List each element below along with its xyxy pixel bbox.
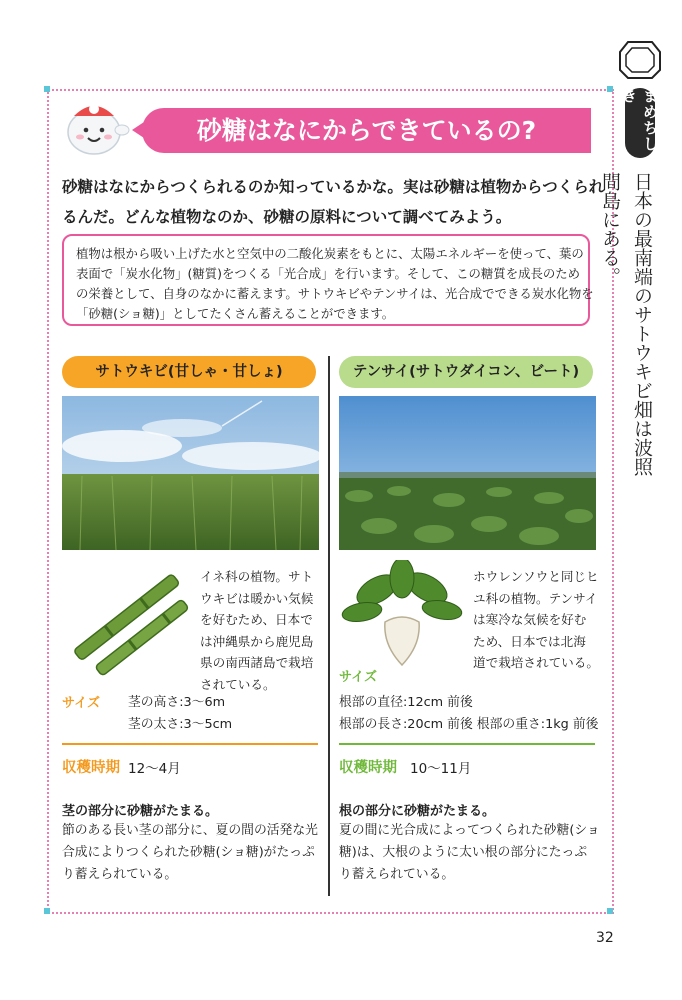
sugarcane-field-photo bbox=[62, 396, 319, 550]
sugarbeet-harvest-label: 収穫時期 bbox=[339, 760, 397, 776]
desc-line: イネ科の植物。サト bbox=[200, 569, 314, 584]
desc-line: を好むため、日本で bbox=[200, 612, 313, 627]
info-line: 「砂糖(ショ糖)」としてたくさん蓄えることができます。 bbox=[76, 306, 395, 321]
sugarbeet-size-diameter: 根部の直径:12cm 前後 bbox=[339, 695, 473, 710]
desc-line: ため、日本では北海 bbox=[473, 633, 586, 649]
subtext-line: 夏の間に光合成によってつくられた砂糖(ショ bbox=[339, 823, 600, 838]
page-title: 砂糖はなにからできているの? bbox=[196, 116, 537, 145]
info-line: の栄養として、自身のなかに蓄えます。サトウキビやテンサイは、光合成でできる炭水化物を bbox=[76, 286, 594, 301]
sugarbeet-field-photo bbox=[339, 396, 596, 550]
side-trivia-text: 日本の最南端のサトウキビ畑は波照間島にある。 bbox=[599, 172, 653, 476]
desc-line: されている。 bbox=[200, 676, 276, 692]
sugarcane-harvest-label: 収穫時期 bbox=[62, 760, 120, 776]
desc-line: 県の南西諸島で栽培 bbox=[200, 655, 314, 670]
sugarbeet-size-length-weight: 根部の長さ:20cm 前後 根部の重さ:1kg 前後 bbox=[339, 717, 599, 732]
mascot-icon bbox=[60, 96, 134, 158]
sugarcane-size-height: 茎の高さ:3～6m bbox=[128, 695, 226, 710]
sugarcane-harvest-value: 12～4月 bbox=[128, 761, 181, 777]
sugarcane-heading: サトウキビ(甘しゃ・甘しょ) bbox=[62, 356, 316, 388]
subtext-line: 節のある長い茎の部分に、夏の間の活発な光 bbox=[62, 823, 318, 838]
intro-line: 砂糖はなにからつくられるのか知っているかな。実は砂糖は植物からつくられ bbox=[62, 178, 605, 196]
section-rule bbox=[339, 743, 595, 745]
info-box bbox=[62, 234, 594, 326]
sugarcane-subtext bbox=[62, 820, 318, 886]
sugarcane-size-label: サイズ bbox=[62, 696, 100, 711]
column-divider bbox=[328, 356, 330, 896]
section-rule bbox=[62, 743, 318, 745]
subtext-line: 合成によりつくられた砂糖(ショ糖)がたっぷ bbox=[62, 845, 315, 860]
sugarbeet-heading: テンサイ(サトウダイコン、ビート) bbox=[339, 356, 593, 388]
desc-line: ホウレンソウと同じヒ bbox=[473, 569, 599, 584]
intro-text bbox=[62, 172, 605, 232]
sugarbeet-illustration bbox=[337, 560, 467, 670]
sugarbeet-description bbox=[473, 566, 599, 674]
desc-line: ウキビは暖かい気候 bbox=[200, 590, 314, 606]
desc-line: 道で栽培されている。 bbox=[473, 655, 599, 670]
desc-line: ユ科の植物。テンサイ bbox=[473, 590, 598, 606]
sugarbeet-size-label: サイズ bbox=[339, 670, 377, 685]
sugarcane-size-width: 茎の太さ:3～5cm bbox=[128, 717, 233, 732]
subtext-line: り蓄えられている。 bbox=[339, 867, 455, 882]
subtext-line: り蓄えられている。 bbox=[62, 867, 178, 882]
gem-icon bbox=[618, 38, 662, 82]
desc-line: は沖縄県から鹿児島 bbox=[200, 633, 314, 649]
subtext-line: 糖)は、大根のように太い根の部分にたっぷ bbox=[339, 845, 588, 860]
mamechishiki-tag: まめちしき bbox=[625, 88, 655, 158]
sugarbeet-harvest-value: 10～11月 bbox=[410, 761, 472, 777]
page-number: 32 bbox=[596, 930, 614, 946]
sugarcane-stalk-illustration bbox=[62, 562, 197, 680]
intro-line: るんだ。どんな植物なのか、砂糖の原料について調べてみよう。 bbox=[62, 208, 512, 226]
sugarcane-subheading: 茎の部分に砂糖がたまる。 bbox=[62, 804, 219, 819]
sugarbeet-subheading: 根の部分に砂糖がたまる。 bbox=[339, 804, 496, 819]
info-line: 植物は根から吸い上げた水と空気中の二酸化炭素をもとに、太陽エネルギーを使って、葉の bbox=[76, 246, 584, 261]
sugarcane-description bbox=[200, 566, 318, 695]
frame-corner bbox=[607, 86, 613, 92]
sugarbeet-subtext bbox=[339, 820, 600, 886]
frame-corner bbox=[607, 908, 613, 914]
info-line: 表面で「炭水化物」(糖質)をつくる「光合成」を行います。そして、この糖質を成長のため bbox=[76, 266, 581, 281]
frame-corner bbox=[44, 86, 50, 92]
desc-line: は寒冷な気候を好む bbox=[473, 612, 587, 627]
frame-corner bbox=[44, 908, 50, 914]
